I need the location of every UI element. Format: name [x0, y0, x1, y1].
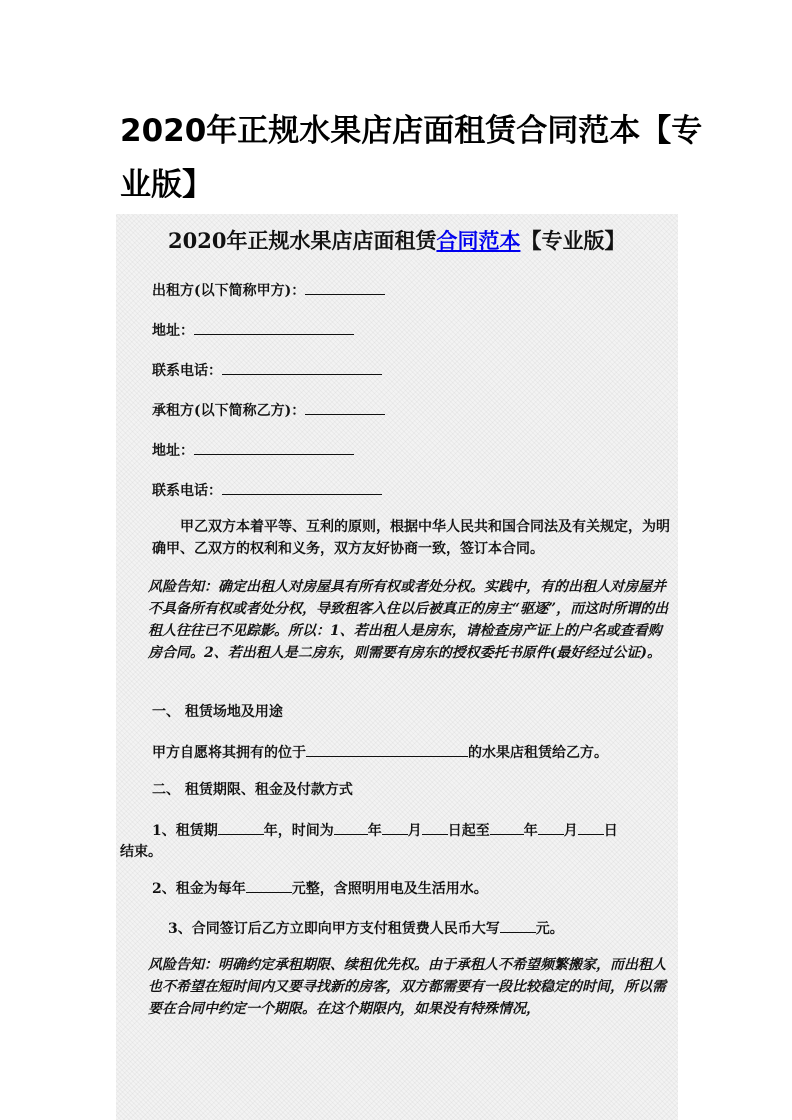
term-end: 结束。: [120, 844, 162, 860]
lessee-phone-line: [152, 480, 382, 501]
risk-notice-term: 风险告知：明确约定承租期限、续租优先权。由于承租人不希望频繁搬家，而出租人也不希望在短时间内又要寻找新的房客，双方都需要有一段比较稳定的时间，所以需要在合同中约定一个期限。在这个期限内，如果没有特殊情况，: [148, 957, 666, 1017]
lessee-blank: [305, 400, 385, 415]
scanned-contract-page: [116, 214, 678, 1120]
preamble-paragraph: 甲乙双方本着平等、互利的原则，根据中华人民共和国合同法及有关规定，为明确甲、乙双方的权利和义务，双方友好协商一致，签订本合同。: [152, 519, 670, 557]
lessee-phone-blank: [222, 480, 382, 495]
risk-notice-ownership-text: 风险告知：确定出租人对房屋具有所有权或者处分权。实践中，有的出租人对房屋并不具备所有权或者处分权，导致租客入住以后被真正的房主“驱逐”，而这时所谓的出租人往往已不见踪影。所以：1、若出租人是房东，请检查房产证上的户名或查看购房合同。2、若出租人是二房东，则需要有房东的授权委托书原件(最好经过公证)。: [148, 579, 669, 661]
start-year-blank: [334, 820, 368, 835]
document-title: 2020年正规水果店店面租赁合同范本【专业版】: [120, 113, 703, 203]
lessor-address-blank: [194, 320, 354, 335]
lessor-phone-label: 联系电话：: [152, 363, 222, 379]
section2-heading: 二、 租赁期限、租金及付款方式: [152, 782, 353, 798]
end-year-blank: [490, 820, 524, 835]
contract-heading: [168, 226, 678, 256]
end-month-blank: [538, 820, 564, 835]
contract-heading-prefix: 2020年正规水果店店面租赁: [168, 228, 437, 253]
lessee-label: 承租方(以下简称乙方)：: [152, 403, 306, 419]
start-day-blank: [422, 820, 448, 835]
lessor-phone-line: [152, 360, 382, 381]
rent-text-a: 2、租金为每年: [152, 881, 246, 897]
section1-text-b: 的水果店租赁给乙方。: [468, 745, 608, 761]
start-month-blank: [382, 820, 408, 835]
term-text-a: 1、租赁期: [152, 823, 218, 839]
lessor-address-label: 地址：: [152, 323, 194, 339]
lessor-phone-blank: [222, 360, 382, 375]
payment-amount-blank: [500, 918, 536, 933]
lessor-blank: [305, 280, 385, 295]
term-text-c: 年: [367, 823, 382, 839]
payment-text-a: 3、合同签订后乙方立即向甲方支付租赁费人民币大写: [168, 921, 500, 937]
term-years-blank: [218, 820, 264, 835]
lessee-phone-label: 联系电话：: [152, 483, 222, 499]
lessee-address-line: [152, 440, 354, 461]
term-text-e: 日起至: [447, 823, 490, 839]
lessor-line: [152, 280, 385, 301]
end-day-blank: [578, 820, 604, 835]
risk-notice-ownership: [148, 576, 674, 664]
rent-line: [152, 878, 488, 899]
lessor-address-line: [152, 320, 354, 341]
term-text-f: 年: [523, 823, 538, 839]
term-text-h: 日: [603, 823, 618, 839]
location-blank: [306, 742, 468, 757]
rent-amount-blank: [246, 878, 292, 893]
contract-heading-suffix: 【专业版】: [520, 228, 626, 253]
contract-template-link[interactable]: 合同范本: [436, 228, 521, 253]
term-text-b: 年，时间为: [263, 823, 334, 839]
rent-text-b: 元整，含照明用电及生活用水。: [291, 881, 488, 897]
section1-text-a: 甲方自愿将其拥有的位于: [152, 745, 306, 761]
section1-text: [152, 742, 608, 763]
term-line: [152, 820, 618, 841]
lessee-address-label: 地址：: [152, 443, 194, 459]
term-text-d: 月: [407, 823, 422, 839]
lessor-label: 出租方(以下简称甲方)：: [152, 283, 306, 299]
lessee-address-blank: [194, 440, 354, 455]
term-text-g: 月: [563, 823, 578, 839]
payment-line: [168, 918, 564, 939]
payment-text-b: 元。: [535, 921, 564, 937]
section1-heading: 一、 租赁场地及用途: [152, 704, 283, 720]
lessee-line: [152, 400, 385, 421]
